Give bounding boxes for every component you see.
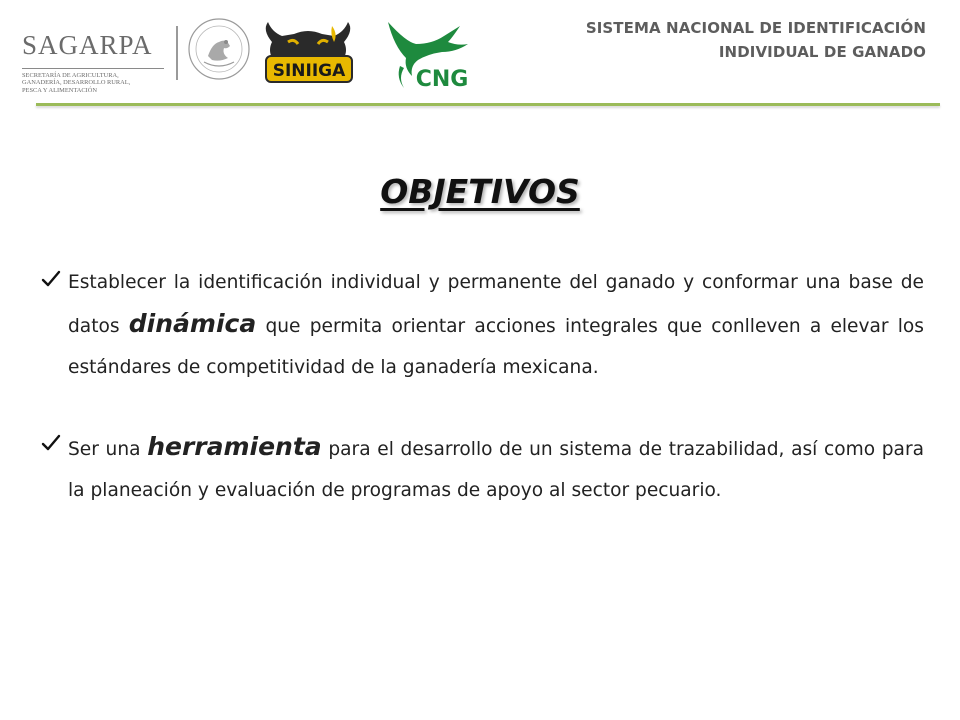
header-title-line-2: INDIVIDUAL DE GANADO xyxy=(718,43,926,61)
checkmark-icon xyxy=(40,432,62,454)
siniiga-logo-text: SINIIGA xyxy=(272,61,346,81)
sagarpa-subtitle-line: SECRETARÍA DE AGRICULTURA, xyxy=(22,72,119,79)
objective-text-before: Establecer la identificación individual y permanente del ganado y conformar una base de datos xyxy=(68,272,924,337)
checkmark-icon xyxy=(40,268,62,290)
siniiga-logo xyxy=(258,20,358,90)
sagarpa-logo-rule xyxy=(22,68,164,69)
mexico-seal-icon xyxy=(186,16,252,82)
objective-item xyxy=(40,426,924,511)
header-divider xyxy=(36,103,940,106)
objectives-list xyxy=(40,262,924,549)
cng-logo-text: CNG xyxy=(415,67,469,92)
objective-emphasis: dinámica xyxy=(128,309,257,338)
objective-emphasis: herramienta xyxy=(147,432,322,461)
cng-logo xyxy=(382,16,482,96)
logo-divider xyxy=(176,26,178,80)
sagarpa-subtitle-line: GANADERÍA, DESARROLLO RURAL, xyxy=(22,79,131,87)
objective-text-after: que permita orientar acciones integrales que conlleven a elevar los estándares de competitividad de la ganadería mexicana. xyxy=(68,316,924,378)
objective-text xyxy=(68,426,924,511)
sagarpa-logo-subtitle xyxy=(22,72,182,94)
header-title xyxy=(586,16,926,64)
objective-text-after: para el desarrollo de un sistema de trazabilidad, así como para la planeación y evaluación de programas de apoyo al sector pecuario. xyxy=(68,439,924,501)
objective-item xyxy=(40,262,924,388)
slide-header xyxy=(0,0,960,108)
slide-title: OBJETIVOS xyxy=(380,172,580,211)
sagarpa-logo xyxy=(22,24,172,94)
objective-text xyxy=(68,262,924,388)
objective-text-before: Ser una xyxy=(68,439,148,460)
sagarpa-subtitle-line: PESCA Y ALIMENTACIÓN xyxy=(22,86,97,94)
header-title-line-1: SISTEMA NACIONAL DE IDENTIFICACIÓN xyxy=(585,19,926,37)
sagarpa-logo-word: SAGARPA xyxy=(22,30,153,60)
